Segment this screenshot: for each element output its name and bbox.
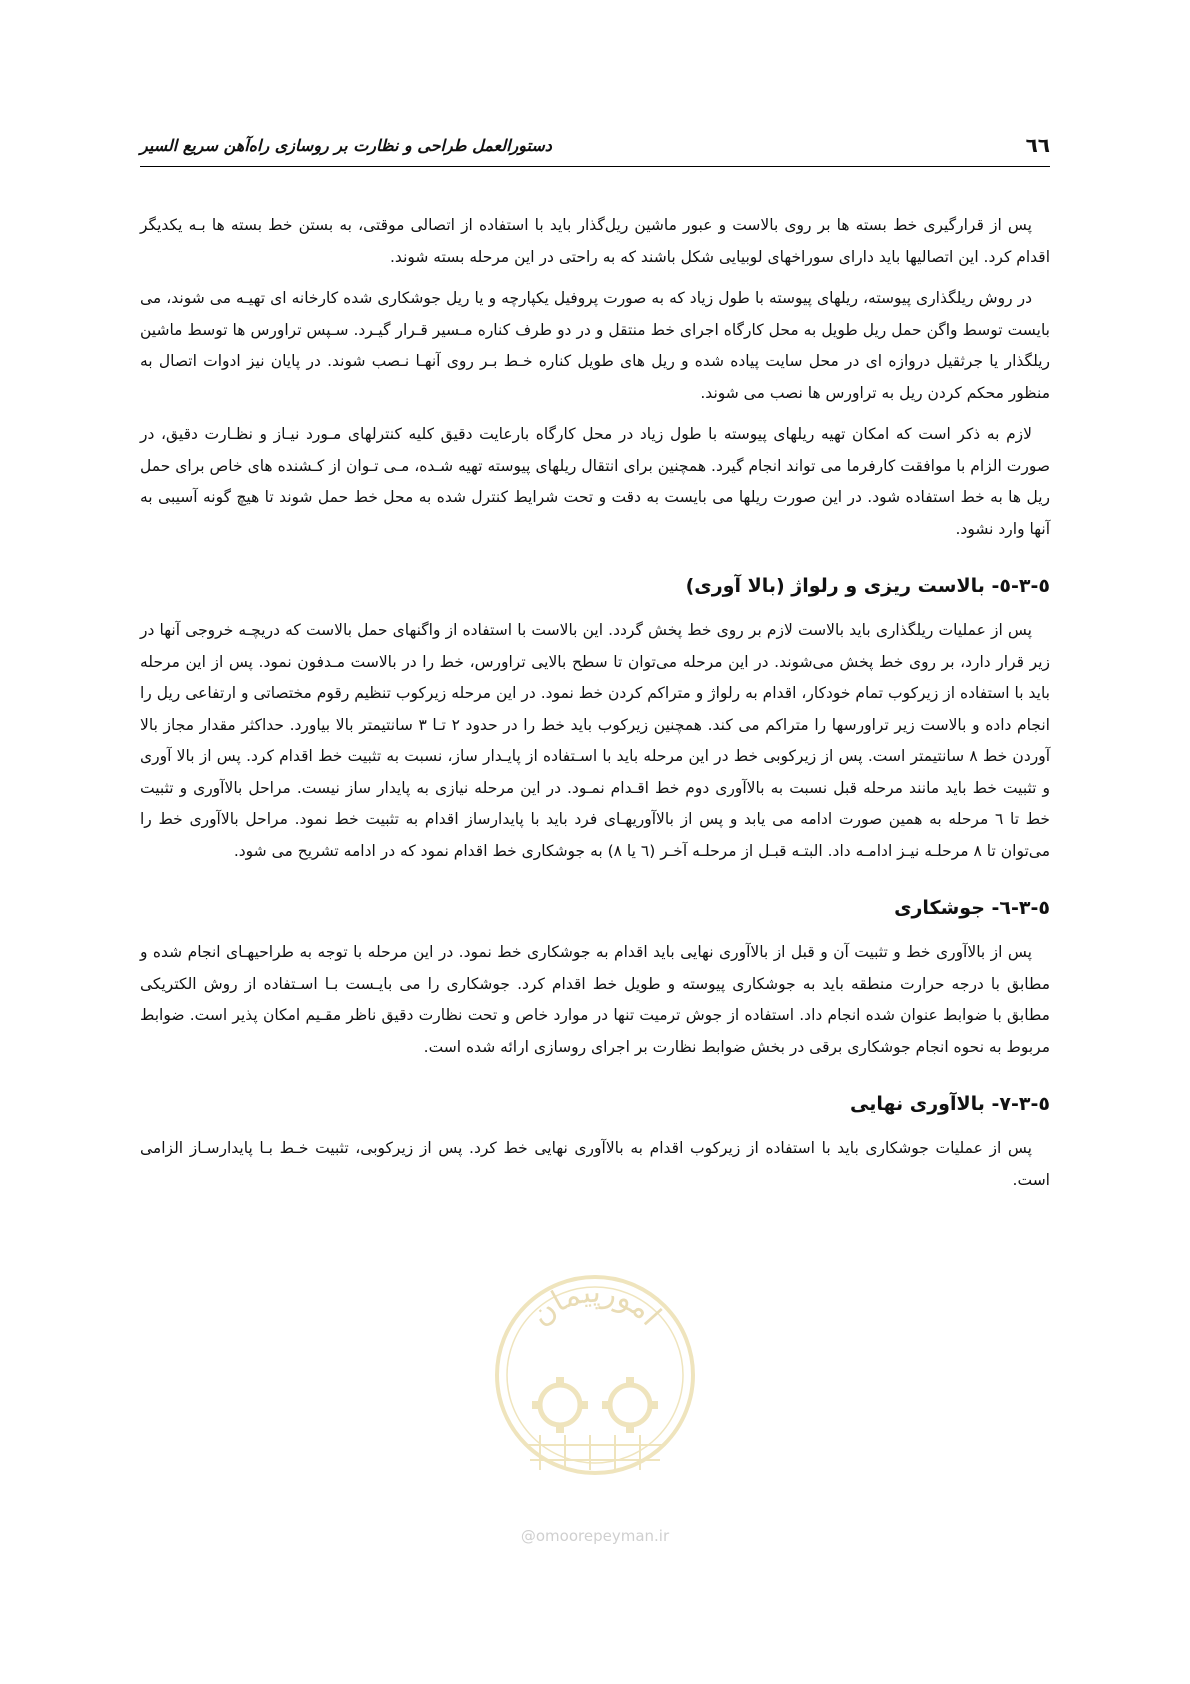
- section-heading-welding: ٥-٣-٦- جوشکاری: [894, 897, 1050, 919]
- section-heading-ballasting: ٥-٣-٥- بالاست ریزی و رلواژ (بالا آوری): [685, 575, 1050, 597]
- section-heading-final-lifting: ٥-٣-٧- بالاآوری نهایی: [850, 1093, 1050, 1115]
- intro-paragraph-1: پس از قرارگیری خط بسته ها بر روی بالاست و عبور ماشین ریل‌گذار باید با استفاده از اتصالی موقتی، به بستن خط بسته ها بـه یکدیگر اقدام کرد. این اتصالیها باید دارای سوراخهای لوبیایی شکل باشند که به راحتی در این مرحله بسته شوند.: [140, 216, 1050, 266]
- header-divider: [140, 166, 1050, 167]
- section-paragraph: پس از بالاآوری خط و تثبیت آن و قبل از بالاآوری نهایی باید اقدام به جوشکاری خط نمود. در این مرحله با توجه به طراحیهـای انجام شده و مطابق با درجه حرارت منطقه باید به جوشکاری پیوسته و طویل خط اقدام کرد. جوشکاری را می بایـست بـا اسـتفاده از روش الکتریکی مطابق با ضوابط عنوان شده انجام داد. استفاده از جوش ترمیت تنها در موارد خاص و تحت نظارت دقیق ناظر مقـیم امکان پذیر است. ضوابط مربوط به نحوه انجام جوشکاری برقی در بخش ضوابط نظارت بر اجرای روسازی ارائه شده است.: [140, 943, 1050, 1056]
- svg-text:امورپیمان: [524, 1275, 668, 1333]
- page-header: [140, 128, 1050, 162]
- main-content: [140, 210, 1050, 1206]
- section-paragraph: پس از عملیات جوشکاری باید با استفاده از زیرکوب اقدام به بالاآوری نهایی خط کرد. پس از زیرکوبی، تثبیت خـط بـا پایدارسـاز الزامی است.: [140, 1139, 1050, 1189]
- watermark-url: @omoorepeyman.ir: [520, 1527, 670, 1545]
- watermark-seal-icon: [480, 1265, 710, 1525]
- section-paragraph: پس از عملیات ریلگذاری باید بالاست لازم بر روی خط پخش گردد. این بالاست با استفاده از واگنهای حمل بالاست که دریچـه خروجی آنها در زیر قرار دارد، بر روی خط پخش می‌شوند. در این مرحله می‌توان تا سطح بالایی تراورس، خط را در بالاست مـدفون نمود. پس از این مرحله باید با استفاده از زیرکوب تمام خودکار، اقدام به رلواژ و متراکم کردن خط نمود. در این مرحله زیرکوب تنظیم رقوم مختصاتی و ارتفاعی ریل را انجام داده و بالاست زیر تراورسها را متراکم می کند. همچنین زیرکوب باید خط را در حدود ٢ تـا ٣ سانتیمتر بالا بیاورد. حداکثر مقدار مجاز بالا آوردن خط ٨ سانتیمتر است. پس از زیرکوبی خط در این مرحله باید با اسـتفاده از پایـدار ساز، نسبت به تثبیت خط اقدام کرد. پس از بالا آوری و تثبیت خط باید مانند مرحله قبل نسبت به بالاآوری دوم خط اقـدام نمـود. در این مرحله نیازی به پایدار ساز نیست. مراحل بالاآوری و تثبیت خط تا ٦ مرحله به همین صورت ادامه می یابد و پس از بالاآوریهـای فرد باید با پایدارساز اقدام به تثبیت خط نمود. مراحل بالاآوری خط را می‌توان تا ٨ مرحلـه نیـز ادامـه داد. البتـه قبـل از مرحلـه آخـر (٦ یا ٨) به جوشکاری خط اقدام نمود که در ادامه تشریح می شود.: [140, 621, 1050, 860]
- intro-paragraph-2: در روش ریلگذاری پیوسته، ریلهای پیوسته با طول زیاد که به صورت پروفیل یکپارچه و یا ریل جوشکاری شده کارخانه ای تهیـه می شوند، می بایست توسط واگن حمل ریل طویل به محل کارگاه اجرای خط منتقل و در دو طرف کناره مـسیر قـرار گیـرد. سـپس تراورس ها توسط ماشین ریلگذار یا جرثقیل دروازه ای در محل سایت پیاده شده و ریل های طویل کناره خـط بـر روی آنهـا نـصب شوند. در پایان نیز ادوات اتصال به منظور محکم کردن ریل به تراورس ها نصب می شوند.: [140, 289, 1050, 402]
- page-number: ٦٦: [1025, 133, 1050, 157]
- intro-paragraph-3: لازم به ذکر است که امکان تهیه ریلهای پیوسته با طول زیاد در محل کارگاه بارعایت دقیق کلیه کنترلهای مـورد نیـاز و نظـارت دقیق، در صورت الزام با موافقت کارفرما می تواند انجام گیرد. همچنین برای انتقال ریلهای پیوسته تهیه شـده، مـی تـوان از کـشنده های خاص برای حمل ریل ها به خط استفاده شود. در این صورت ریلها می بایست به دقت و تحت شرایط کنترل شده به محل خط حمل شوند تا هیچ گونه آسیبی به آنها وارد نشود.: [140, 425, 1050, 538]
- watermark-logo: [480, 1265, 710, 1545]
- watermark-seal-text: امورپیمان: [523, 1274, 668, 1333]
- running-title: دستورالعمل طراحی و نظارت بر روسازی راه‌آهن سریع السیر: [140, 135, 552, 155]
